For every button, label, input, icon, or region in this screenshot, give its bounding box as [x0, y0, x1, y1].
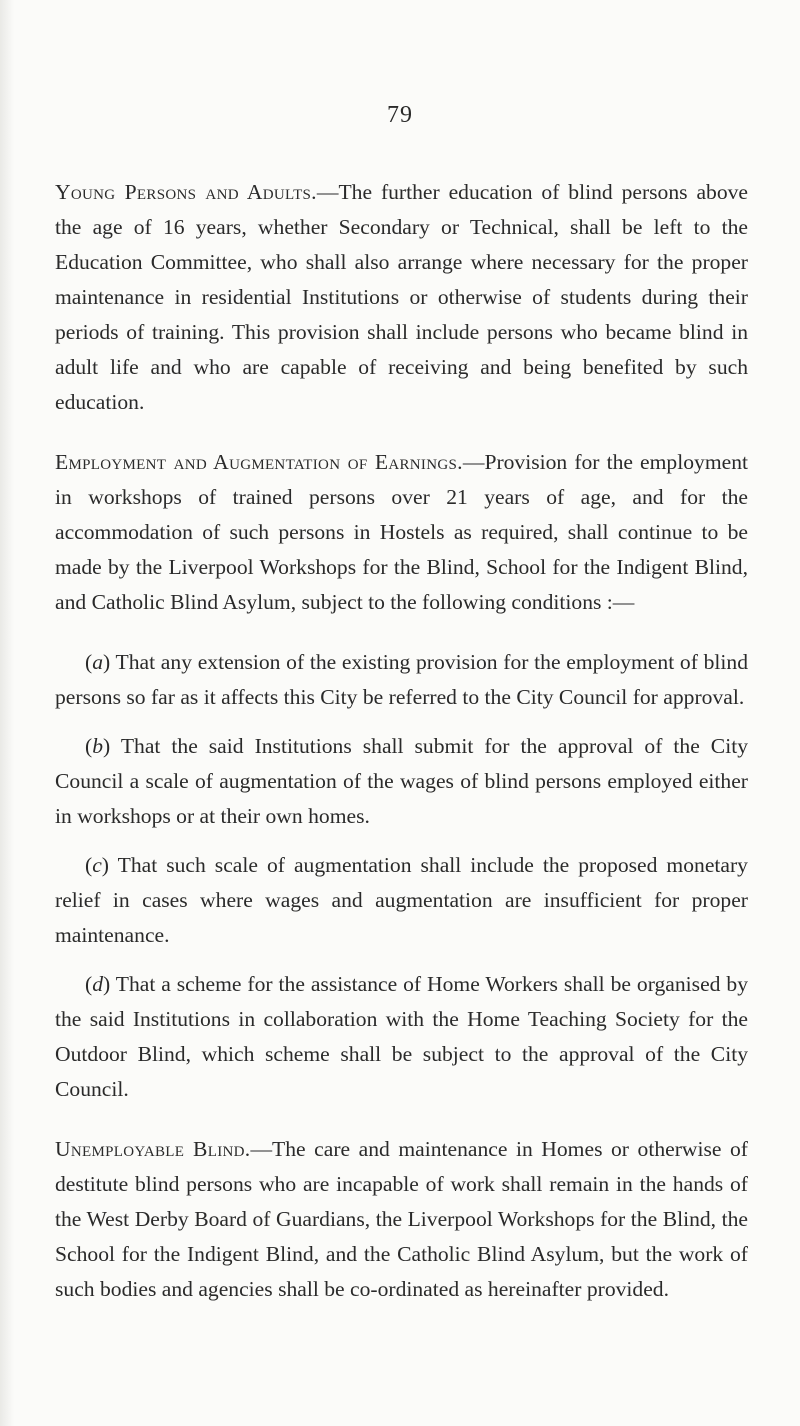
item-text: That any extension of the existing provision for the employment of blind persons so far as it affects this City be referred to the City Council for approval.: [55, 650, 748, 709]
body-text: [55, 175, 748, 1332]
section-heading: Unemployable Blind.: [55, 1137, 251, 1161]
item-text: That a scheme for the assistance of Home Workers shall be organised by the said Institutions in collaboration with the Home Teaching Society for the Outdoor Blind, which scheme shall be subject to the approval of the City Council.: [55, 972, 748, 1101]
condition-item: [55, 645, 748, 715]
page-number: 79: [387, 102, 413, 128]
item-text: That the said Institutions shall submit for the approval of the City Council a scale of augmentation of the wages of blind persons employed either in workshops or at their own homes.: [55, 734, 748, 828]
item-label: (c): [85, 853, 109, 877]
paragraph-body: —The further education of blind persons above the age of 16 years, whether Secondary or Technical, shall be left to the Education Committee, who shall also arrange where necessary for the proper maintenance in residential Institutions or otherwise of students during their periods of training. This provision shall include persons who became blind in adult life and who are capable of receiving and being benefited by such education.: [55, 180, 749, 414]
section-heading: Young Persons and Adults.: [55, 180, 317, 204]
item-text: That such scale of augmentation shall include the proposed monetary relief in cases where wages and augmentation are insufficient for proper maintenance.: [55, 853, 748, 947]
condition-item: [55, 967, 748, 1107]
condition-item: [55, 848, 748, 953]
condition-item: [55, 729, 748, 834]
item-label: (b): [85, 734, 111, 758]
paragraph-unemployable: [55, 1132, 748, 1307]
section-heading: Employment and Augmentation of Earnings.: [55, 450, 463, 474]
page-spine-shadow: [0, 0, 14, 1426]
paragraph-body: —The care and maintenance in Homes or otherwise of destitute blind persons who are incapable of work shall remain in the hands of the West Derby Board of Guardians, the Liverpool Workshops for the Blind, the School for the Indigent Blind, and the Catholic Blind Asylum, but the work of such bodies and agencies shall be co-ordinated as hereinafter provided.: [55, 1137, 748, 1301]
paragraph-body: —Provision for the employment in workshops of trained persons over 21 years of age, and for the accommodation of such persons in Hostels as required, shall continue to be made by the Liverpool Workshops for the Blind, School for the Indigent Blind, and Catholic Blind Asylum, subject to the following conditions :—: [55, 450, 748, 614]
item-label: (a): [85, 650, 111, 674]
item-label: (d): [85, 972, 111, 996]
paragraph-employment: [55, 445, 748, 620]
paragraph-young-persons: [55, 175, 748, 420]
